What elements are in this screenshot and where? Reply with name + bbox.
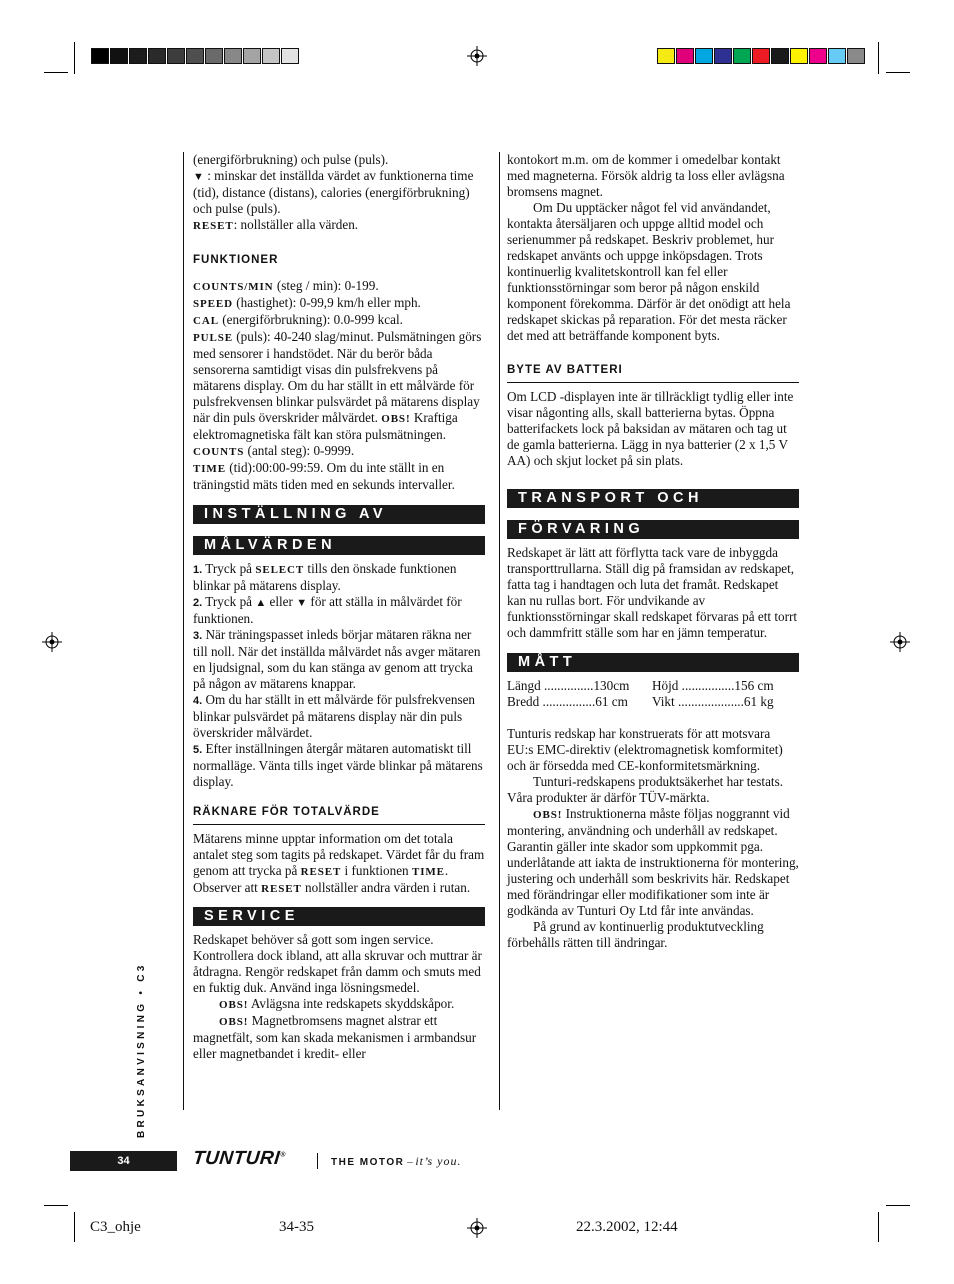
column-divider xyxy=(183,152,184,1110)
step-4: 4. Om du har ställt in ett målvärde för pulsfrekvensen blinkar pulsvärdet på mätarens display när din puls överskrider målvärdet. xyxy=(193,692,476,740)
crop-mark xyxy=(74,1212,75,1242)
crop-mark xyxy=(74,42,75,74)
slug-date: 22.3.2002, 12:44 xyxy=(576,1219,678,1235)
func-speed: SPEED (hastighet): 0-99,9 km/h eller mph. xyxy=(193,295,421,310)
registration-mark-icon xyxy=(42,632,62,652)
func-cal: CAL (energiförbrukning): 0.0-999 kcal. xyxy=(193,312,403,327)
section-bar-transport-1: TRANSPORT OCH xyxy=(507,489,799,508)
step-2: 2. Tryck på ▲ eller ▼ för att ställa in målvärdet för funktionen. xyxy=(193,594,462,626)
crop-mark xyxy=(44,1205,68,1206)
gray-swatch xyxy=(224,48,242,64)
func-time: TIME (tid):00:00-99:59. Om du inte ställt in en träningstid mäts tiden med en sekunds intervaller. xyxy=(193,460,455,492)
step-1: 1. Tryck på SELECT tills den önskade funktionen blinkar på mätarens display. xyxy=(193,561,457,593)
section-bar-transport-2: FÖRVARING xyxy=(507,520,799,539)
gray-swatch xyxy=(110,48,128,64)
tuv-paragraph: Tunturi-redskapens produktsäkerhet har testats. Våra produkter är därför TÜV-märkta. xyxy=(507,774,784,805)
crop-mark xyxy=(886,72,910,73)
gray-swatch xyxy=(129,48,147,64)
gray-swatch xyxy=(186,48,204,64)
registration-mark-icon xyxy=(890,632,910,652)
registration-mark-icon xyxy=(467,46,487,66)
func-counts-min: COUNTS/MIN (steg / min): 0-199. xyxy=(193,278,379,293)
section-bar-installning-1: INSTÄLLNING AV xyxy=(193,505,485,524)
section-bar-matt: MÅTT xyxy=(507,653,799,672)
crop-mark xyxy=(886,1205,910,1206)
crop-mark xyxy=(878,42,879,74)
service-obs-1: OBS! Avlägsna inte redskapets skyddskåpor. xyxy=(219,996,455,1011)
triangle-up-icon: ▲ xyxy=(255,597,267,609)
service-text: Redskapet behöver så gott som ingen service. Kontrollera dock ibland, att alla skruvar och muttrar är åtdragna. Rengör redskapet från damm och smuts med en fuktig duk. Använd inga lösningsmedel. xyxy=(193,932,482,995)
gray-swatch xyxy=(167,48,185,64)
intro-reset: RESET: nollställer alla värden. xyxy=(193,217,359,232)
obs-paragraph: OBS! Instruktionerna måste följas noggrannt vid montering, användning och underhåll av redskapet. Garantin gäller inte skador som uppkommit pga. underlåtande att iakta de instruktionerna för montering, justering och underhåll som beskrivits här. Redskapet med förändringar eller modifikationer som inte är godkända av Tunturi Oy Ltd får inte användas. xyxy=(507,806,799,918)
brand-logo: TUNTURI® xyxy=(191,1148,287,1169)
gray-swatch xyxy=(262,48,280,64)
slug-pages: 34-35 xyxy=(279,1219,314,1235)
left-column xyxy=(193,152,485,1062)
color-swatch xyxy=(714,48,732,64)
intro-line: (energiförbrukning) och pulse (puls). xyxy=(193,152,389,167)
color-swatch xyxy=(790,48,808,64)
triangle-down-icon: ▼ xyxy=(296,597,308,609)
section-bar-installning-2: MÅLVÄRDEN xyxy=(193,536,485,555)
column-divider xyxy=(499,152,500,1110)
gray-swatch xyxy=(91,48,109,64)
slug-filename: C3_ohje xyxy=(90,1219,141,1235)
color-swatch xyxy=(809,48,827,64)
transport-text: Redskapet är lätt att förflytta tack vare de inbyggda transporttrullarna. Ställ dig på framsidan av redskapet, fatta tag i handtagen och luta det framåt. Redskapet kan nu rullas bort. För undvikande av funktionsstörningar skall redskapet förvaras på ett torrt och dammfritt ställe som har en jämn temperatur. xyxy=(507,545,798,640)
gray-swatch xyxy=(205,48,223,64)
func-counts: COUNTS (antal steg): 0-9999. xyxy=(193,443,355,458)
func-pulse: PULSE (puls): 40-240 slag/minut. Pulsmätningen görs med sensorer i handstödet. När du berör båda sensorerna samtidigt visas din pulsfrekvens på mätarens display. Om du har ställt in ett målvärde för pulsfrekvensen blinkar pulsvärdet på mätarens display när din puls överskrider målvärdet. OBS! Kraftiga elektromagnetiska fält kan störa pulsmätningen. xyxy=(193,329,482,442)
process-color-bar xyxy=(657,48,866,64)
section-heading-raknare: RÄKNARE FÖR TOTALVÄRDE xyxy=(193,804,485,825)
section-heading-funktioner: FUNKTIONER xyxy=(193,254,279,266)
footer-divider xyxy=(317,1153,318,1169)
batteri-text: Om LCD -displayen inte är tillräckligt tydlig eller inte visar någonting alls, skall batterierna bytas. Öppna batterifackets lock på baksidan av mätaren och tag ut de gamla batterierna. Lägg in nya batterier (2 x 1,5 V AA) och skjut locket på sin plats. xyxy=(507,389,794,468)
crop-mark xyxy=(878,1212,879,1242)
service-obs-2: OBS! Magnetbromsens magnet alstrar ett magnetfält, som kan skada mekanismen i armbandsur eller magnetbandet i kredit- eller xyxy=(193,1013,477,1061)
registration-mark-icon xyxy=(467,1218,487,1238)
dimension-row: Längd ...............130cm Höjd ................156 cm xyxy=(507,678,774,693)
emc-paragraph: Tunturis redskap har konstruerats för att motsvara EU:s EMC-direktiv (elektromagnetisk komformitet) och är försedda med CE-konformitetsmärkning. xyxy=(507,726,783,773)
service-continued: kontokort m.m. om de kommer i omedelbar kontakt med magneterna. Försök aldrig ta loss eller avlägsna bromsens magnet. xyxy=(507,152,785,199)
color-swatch xyxy=(752,48,770,64)
triangle-down-icon: ▼ xyxy=(193,171,204,183)
crop-mark xyxy=(44,72,68,73)
dimensions-table xyxy=(507,678,799,710)
page-number-tab xyxy=(70,1151,177,1171)
dimension-row: Bredd ................61 cm Vikt ....................61 kg xyxy=(507,694,774,709)
step-3: 3. När träningspasset inleds börjar mätaren räkna ner till noll. När det inställda målvärdet nås avger mätaren en ljudsignal, som du kan stänga av genom att trycka på någon av mätarens knappar. xyxy=(193,627,481,691)
gray-scale-bar xyxy=(91,48,300,64)
step-5: 5. Efter inställningen återgår mätaren automatiskt till normalläge. Vänta tills inget värde blinkar på mätarens display. xyxy=(193,741,483,789)
gray-swatch xyxy=(148,48,166,64)
side-label: BRUKSANVISNING • C3 xyxy=(136,962,147,1138)
color-swatch xyxy=(657,48,675,64)
intro-decrease: ▼ : minskar det inställda värdet av funktionerna time (tid), distance (distans), calories (energiförbrukning) och pulse (puls). xyxy=(193,168,474,216)
color-swatch xyxy=(733,48,751,64)
color-swatch xyxy=(771,48,789,64)
color-swatch xyxy=(676,48,694,64)
section-heading-batteri: BYTE AV BATTERI xyxy=(507,362,799,383)
footer-tagline: THE MOTOR – it’s you. xyxy=(331,1154,462,1168)
color-swatch xyxy=(828,48,846,64)
color-swatch xyxy=(695,48,713,64)
gray-swatch xyxy=(281,48,299,64)
color-swatch xyxy=(847,48,865,64)
final-paragraph: På grund av kontinuerlig produktutveckling förbehålls rätten till ändringar. xyxy=(507,919,764,950)
section-bar-service: SERVICE xyxy=(193,907,485,926)
fault-paragraph: Om Du upptäcker något fel vid användandet, kontakta återsäljaren och uppge alltid model och serienummer på redskapet. Beskriv problemet, hur redskapet använts och uppge inköpsdagen. Trots kontinuerlig kvalitetskontroll kan fel eller funktionsstörningar som beror på någon enskild komponent förekomma. Därför är det onödigt att hela redskapet skickas på reparation. För det mesta räcker det med att beträffande komponent byts. xyxy=(507,200,791,343)
right-column xyxy=(507,152,799,951)
raknare-text: Mätarens minne upptar information om det totala antalet steg som tagits på redskapet. Värdet får du fram genom att trycka på RESET i funktionen TIME. Observer att RESET nollställer andra värden i rutan. xyxy=(193,831,485,895)
gray-swatch xyxy=(243,48,261,64)
page-number: 34 xyxy=(117,1155,130,1167)
